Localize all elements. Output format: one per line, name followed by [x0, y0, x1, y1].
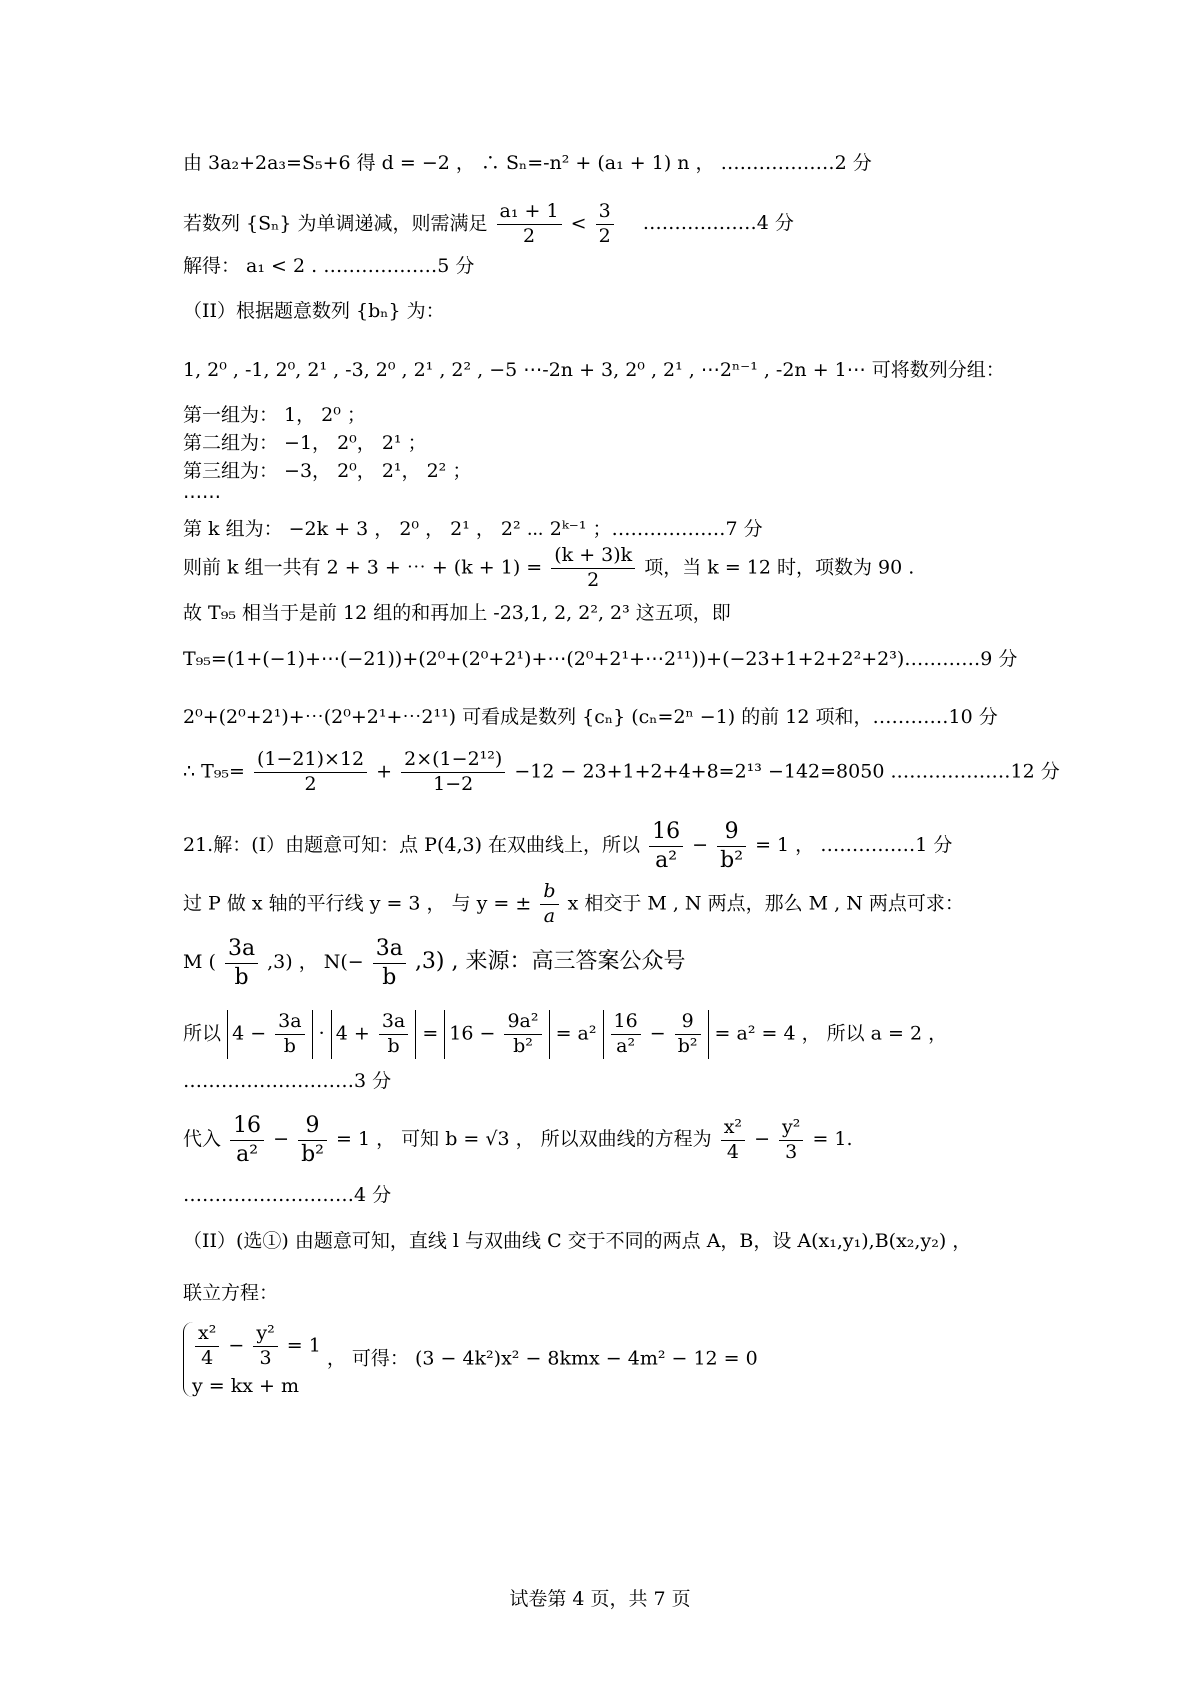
group-3-line: 第三组为： −3， 2⁰， 2¹， 2² ； — [183, 460, 472, 482]
fraction: $\frac{3a}{b}$ — [275, 1010, 304, 1059]
fraction: $\frac{9}{\text{b²}}$ — [675, 1010, 701, 1059]
fraction: $\frac{16}{\text{a²}}$ — [230, 1112, 264, 1168]
line-19: 所以 4 − $\frac{3a}{b}$ · 4 + $\frac{3a}{b}$ = 16 − $\frac{\text{9a²}}{\text{b²}}$ = a² $\frac{16}{\text{a²}}$ − $\frac{9}{\text{b²}}$ = a² = 4 ， 所以 a = 2 ， — [183, 1010, 948, 1057]
line-13: T₉₅=(1+(−1)+⋯(−21))+(2⁰+(2⁰+2¹)+⋯(2⁰+2¹+⋯2¹¹))+(−23+1+2+2²+2³)…………9 分 — [183, 648, 1018, 670]
line-18: M ( $\frac{3a}{b}$ ,3) ， N(− $\frac{3a}{b}$ ,3) , 来源：高三答案公众号 — [183, 936, 686, 990]
fraction: $\frac{16}{\text{a²}}$ — [649, 818, 683, 874]
group-2-line: 第二组为： −1， 2⁰， 2¹ ； — [183, 432, 427, 454]
fraction: $\frac{9}{\text{b²}}$ — [717, 818, 746, 874]
absolute-value: 4 + $\frac{3a}{b}$ — [331, 1010, 417, 1059]
fraction: $\frac{\text{x²}}{4}$ — [721, 1116, 745, 1165]
fraction: $\frac{3a}{b}$ — [373, 935, 406, 991]
line-24: 联立方程： — [183, 1282, 279, 1304]
equation-system: $\frac{\text{x²}}{4}$ − $\frac{\text{y²}}{3}$ = 1 y = kx + m ， 可得： (3 − 4k²)x² − 8kmx − 4m² − 12 = 0 — [183, 1322, 758, 1397]
fraction: $\frac{\text{x²}}{4}$ — [195, 1322, 219, 1371]
line-16: 21.解：(I）由题意可知：点 P(4,3) 在双曲线上，所以 $\frac{16}{\text{a²}}$ − $\frac{9}{\text{b²}}$ = 1 ， ……………1 分 — [183, 819, 953, 873]
absolute-value: 16 − $\frac{\text{9a²}}{\text{b²}}$ — [444, 1010, 549, 1059]
fraction: $\frac{3a}{b}$ — [379, 1010, 408, 1059]
fraction: $\frac{\text{a₁ + 1}}{2}$ — [497, 200, 562, 249]
group-1-line: 第一组为： 1， 2⁰ ； — [183, 404, 366, 426]
fraction: $\frac{\text{2×(1−2¹²)}}{1-2}$ — [401, 748, 505, 797]
fraction: $\frac{3a}{b}$ — [225, 935, 258, 991]
group-k-line: 第 k 组为： −2k + 3 ， 2⁰ ， 2¹ ， 2² ⋯ 2ᵏ⁻¹ ；………………7 分 — [183, 518, 763, 540]
page-footer: 试卷第 4 页，共 7 页 — [509, 1588, 691, 1610]
line-22: ………………………4 分 — [183, 1184, 392, 1206]
line-11: 则前 k 组一共有 2 + 3 + ⋯ + (k + 1) = $\frac{(k + 3)k}{2}$ 项，当 k = 12 时，项数为 90 . — [183, 544, 915, 591]
line-4: （II）根据题意数列 {bₙ} 为： — [183, 300, 445, 322]
line-1: 由 3a₂+2a₃=S₅+6 得 d = −2 ， ∴ Sₙ=-n² + (a₁ + 1) n ， ………………2 分 — [183, 152, 872, 174]
line-2: 若数列 {Sₙ} 为单调递减，则需满足 $\frac{\text{a₁ + 1}}{2}$ < $\frac{3}{2}$ ………………4 分 — [183, 200, 794, 247]
system-brace: $\frac{\text{x²}}{4}$ − $\frac{\text{y²}}{3}$ = 1 y = kx + m — [183, 1322, 321, 1397]
fraction: $\frac{16}{\text{a²}}$ — [611, 1010, 641, 1059]
fraction: $\frac{3}{2}$ — [596, 200, 614, 249]
line-17: 过 P 做 x 轴的平行线 y = 3 ， 与 y = ± $\frac{b}{a}$ x 相交于 M , N 两点，那么 M , N 两点可求： — [183, 880, 964, 927]
line-3: 解得： a₁ < 2 . ………………5 分 — [183, 255, 475, 277]
fraction: $\frac{9}{\text{b²}}$ — [298, 1112, 327, 1168]
absolute-value: 4 − $\frac{3a}{b}$ — [227, 1010, 313, 1059]
fraction: $\frac{b}{a}$ — [540, 880, 558, 929]
fraction: $\frac{\text{9a²}}{\text{b²}}$ — [504, 1010, 541, 1059]
fraction: $\frac{\text{y²}}{3}$ — [779, 1116, 803, 1165]
line-5: 1, 2⁰ , -1, 2⁰, 2¹ , -3, 2⁰ , 2¹ , 2² , −5 ⋯-2n + 3, 2⁰ , 2¹ , ⋯2ⁿ⁻¹ , -2n + 1⋯ 可将数列分组： — [183, 359, 1005, 381]
absolute-value: $\frac{16}{\text{a²}}$ − $\frac{9}{\text{b²}}$ — [603, 1010, 709, 1059]
line-15: ∴ T₉₅= $\frac{(1-21)\times 12}{2}$ + $\frac{\text{2×(1−2¹²)}}{1-2}$ −12 − 23+1+2+4+8=2¹³ −142=8050 .………………12 分 — [183, 748, 1060, 795]
line-20: ………………………3 分 — [183, 1070, 392, 1092]
line-23: （II）(选①) 由题意可知，直线 l 与双曲线 C 交于不同的两点 A，B，设 A(x₁,y₁),B(x₂,y₂) ， — [183, 1230, 972, 1252]
line-12: 故 T₉₅ 相当于是前 12 组的和再加上 -23,1, 2, 2², 2³ 这五项，即 — [183, 602, 731, 624]
line-21: 代入 $\frac{16}{\text{a²}}$ − $\frac{9}{\text{b²}}$ = 1 ， 可知 b = √3 ， 所以双曲线的方程为 $\frac{\text{x²}}{4}$ − $\frac{\text{y²}}{3}$ = 1. — [183, 1113, 853, 1167]
fraction: $\frac{\text{y²}}{3}$ — [253, 1322, 277, 1371]
fraction: $\frac{(k + 3)k}{2}$ — [551, 544, 635, 593]
ellipsis-line: ⋯⋯ — [183, 486, 221, 508]
fraction: $\frac{(1-21)\times 12}{2}$ — [254, 748, 367, 797]
line-14: 2⁰+(2⁰+2¹)+⋯(2⁰+2¹+⋯2¹¹) 可看成是数列 {cₙ} (cₙ=2ⁿ −1) 的前 12 项和，…………10 分 — [183, 706, 998, 728]
